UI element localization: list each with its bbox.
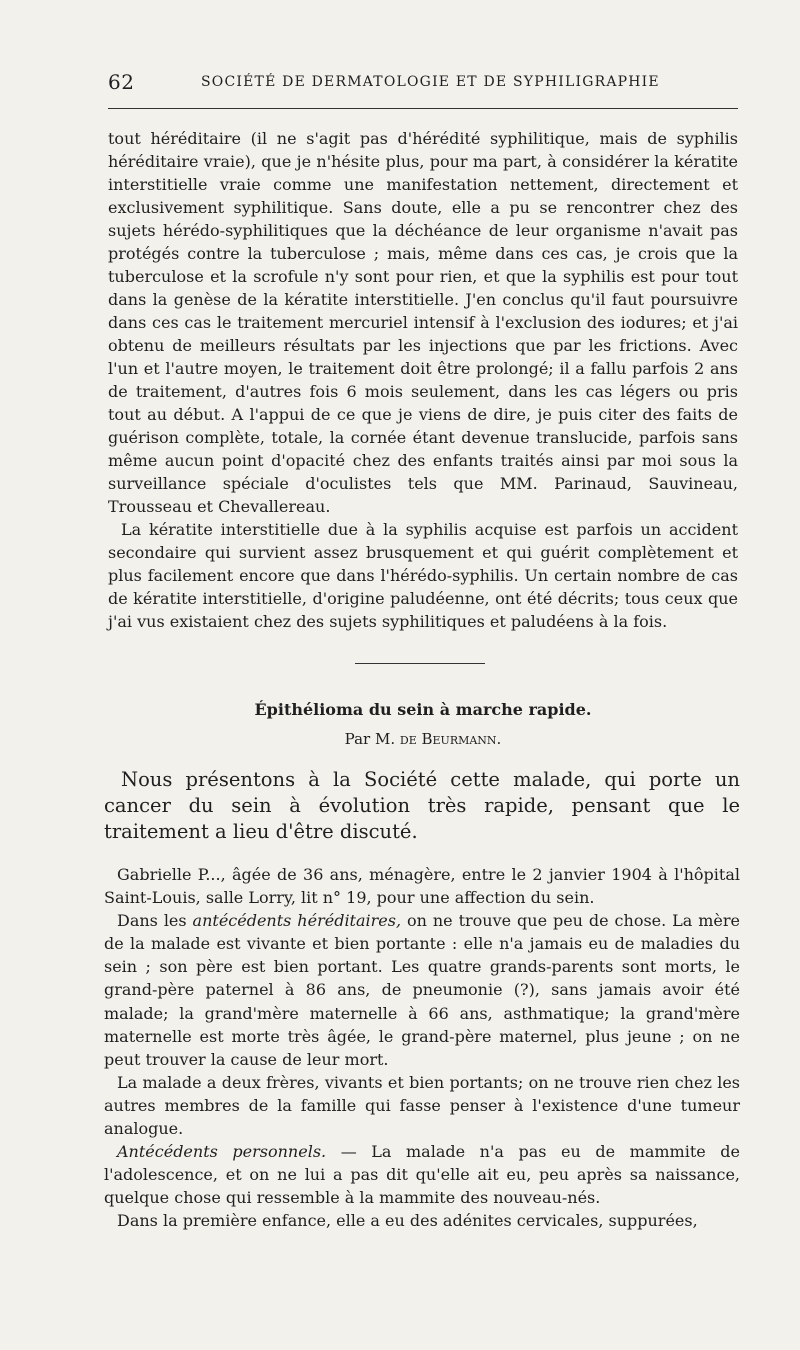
- header-rule: [108, 108, 738, 109]
- paragraph: La malade a deux frères, vivants et bien portants; on ne trouve rien chez les autres membres de la famille qui fasse penser à l'existence d'une tumeur analogue.: [104, 1072, 740, 1139]
- article-byline: [108, 730, 738, 748]
- byline-prefix: Par M.: [344, 730, 396, 748]
- text-run: — La malade n'a pas eu de mammite de l'adolescence, et on ne lui a pas dit qu'elle ait eu, peu après sa naissance, quelque chose qui ressemble à la mammite des nouveau-nés.: [104, 1142, 740, 1208]
- paragraph: [104, 1140, 740, 1209]
- text-run: Dans les: [117, 911, 187, 931]
- italic-heading: Antécédents personnels.: [117, 1142, 327, 1162]
- text-run: on ne trouve que peu de chose. La mère de la malade est vivante et bien portante : elle n'a jamais eu de maladies du sein ; son père est bien portant. Les quatre grands-parents sont morts, le grand-père paternel à 86 ans, de pneumonie (?), sans jamais avoir été malade; la grand'mère maternelle à 66 ans, asthmatique; la grand'mère maternelle est morte très âgée, le grand-père maternel, plus jeune ; on ne peut trouver la cause de leur mort.: [104, 911, 740, 1069]
- paragraph: Gabrielle P..., âgée de 36 ans, ménagère, entre le 2 janvier 1904 à l'hôpital Saint-Louis, salle Lorry, lit n° 19, pour une affection du sein.: [104, 865, 740, 908]
- paragraph: tout héréditaire (il ne s'agit pas d'hérédité syphilitique, mais de syphilis héréditaire vraie), que je n'hésite plus, pour ma part, à considérer la kératite interstitielle vraie comme une manifestation nettement, directement et exclusivement syphilitique. Sans doute, elle a pu se rencontrer chez des sujets hérédo-syphilitiques que la déchéance de leur organisme n'avait pas protégés contre la tuberculose ; mais, même dans ces cas, je crois que la tuberculose et la scrofule n'y sont pour rien, et que la syphilis est pour tout dans la genèse de la kératite interstitielle. J'en conclus qu'il faut poursuivre dans ces cas le traitement mercuriel intensif à l'exclusion des iodures; et j'ai obtenu de meilleurs résultats par les injections que par les frictions. Avec l'un et l'autre moyen, le traitement doit être prolongé; il a fallu parfois 2 ans de traitement, d'autres fois 6 mois seulement, dans les cas légers ou pris tout au début. A l'appui de ce que je viens de dire, je puis citer des faits de guérison complète, totale, la cornée étant devenue translucide, parfois sans même aucun point d'opacité chez des enfants traités ainsi par moi sous la surveillance spéciale d'oculistes tels que MM. Parinaud, Sauvineau, Trousseau et Chevallereau.: [108, 129, 738, 516]
- article-lead: [104, 767, 740, 845]
- page-number: 62: [108, 70, 135, 94]
- section-divider: [355, 663, 485, 664]
- paragraph: La kératite interstitielle due à la syphilis acquise est parfois un accident secondaire qui survient assez brusquement et qui guérit complètement et plus facilement encore que dans l'hérédo-syphilis. Un certain nombre de cas de kératite interstitielle, d'origine paludéenne, ont été décrits; tous ceux que j'ai vus existaient chez des sujets syphilitiques et paludéens à la fois.: [108, 520, 738, 631]
- article-body: [104, 863, 740, 1233]
- article-title: Épithélioma du sein à marche rapide.: [254, 700, 592, 719]
- byline-author: de Beurmann.: [399, 730, 502, 748]
- italic-heading: antécédents héréditaires,: [192, 911, 402, 931]
- section-previous-discussion: [108, 127, 738, 633]
- paragraph: Dans la première enfance, elle a eu des adénites cervicales, suppurées,: [117, 1211, 698, 1231]
- running-head: SOCIÉTÉ DE DERMATOLOGIE ET DE SYPHILIGRAPHIE: [201, 74, 660, 90]
- paragraph: [104, 909, 740, 1071]
- lead-paragraph: Nous présentons à la Société cette malade, qui porte un cancer du sein à évolution très rapide, pensant que le traitement a lieu d'être discuté.: [104, 768, 740, 843]
